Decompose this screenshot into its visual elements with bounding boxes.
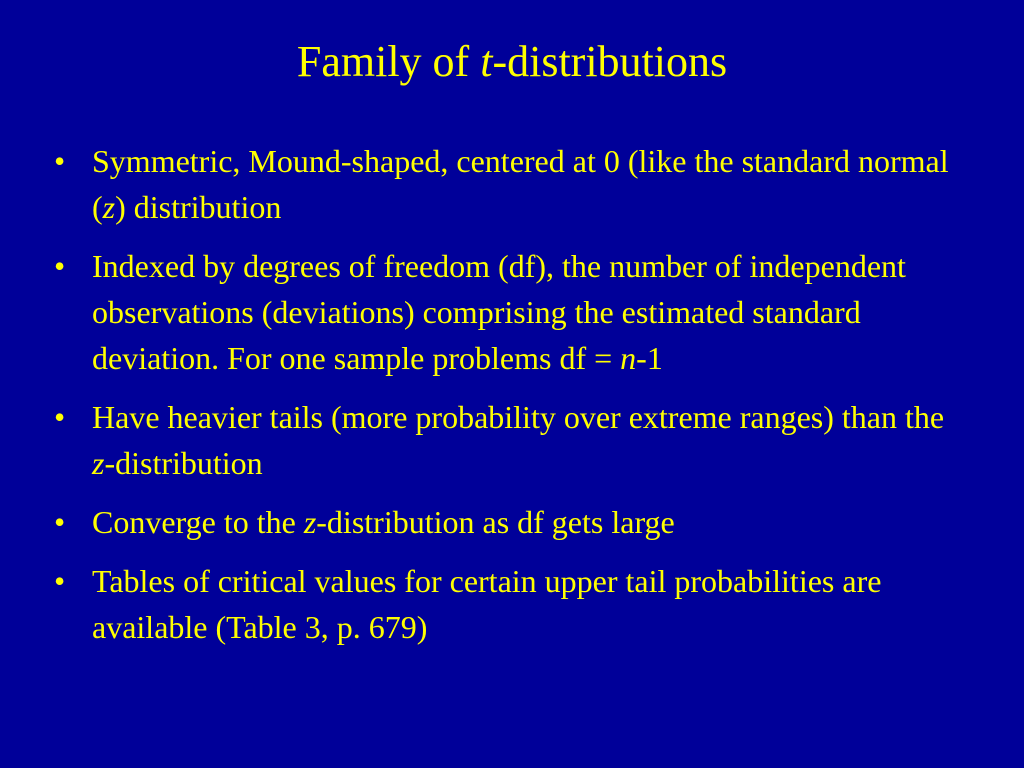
- bullet-item-1: [54, 138, 974, 230]
- italic-variable: z: [102, 189, 116, 225]
- bullet-marker: •: [54, 248, 66, 284]
- bullet-marker: •: [54, 504, 66, 540]
- slide-title: [0, 36, 1024, 88]
- bullet-text: Tables of critical values for certain upper tail probabilities are available (Table 3, p. 679): [92, 563, 882, 645]
- italic-variable: z: [92, 445, 105, 481]
- bullet-item-4: [54, 499, 974, 545]
- bullet-item-3: [54, 394, 974, 486]
- bullet-text: Have heavier tails (more probability over extreme ranges) than the: [92, 399, 945, 435]
- bullet-marker: •: [54, 143, 66, 179]
- bullet-marker: •: [54, 399, 66, 435]
- title-suffix: -distributions: [492, 37, 728, 86]
- bullet-text: -distribution as df gets large: [316, 504, 675, 540]
- bullet-list: [54, 138, 974, 663]
- italic-variable: n: [620, 340, 637, 376]
- bullet-text: -distribution: [104, 445, 263, 481]
- bullet-text: -1: [636, 340, 663, 376]
- bullet-text: Converge to the: [92, 504, 304, 540]
- bullet-text: ) distribution: [115, 189, 282, 225]
- title-prefix: Family of: [296, 37, 481, 86]
- bullet-item-5: [54, 558, 974, 650]
- bullet-text: Indexed by degrees of freedom (df), the number of independent observations (deviations) comprising the estimated standard deviation. For one sample problems df =: [92, 248, 906, 376]
- bullet-marker: •: [54, 563, 66, 599]
- bullet-text: Symmetric, Mound-shaped, centered at 0 (like the standard normal (: [92, 143, 949, 225]
- bullet-item-2: [54, 243, 974, 381]
- title-italic-t: t: [480, 37, 493, 86]
- italic-variable: z: [303, 504, 317, 540]
